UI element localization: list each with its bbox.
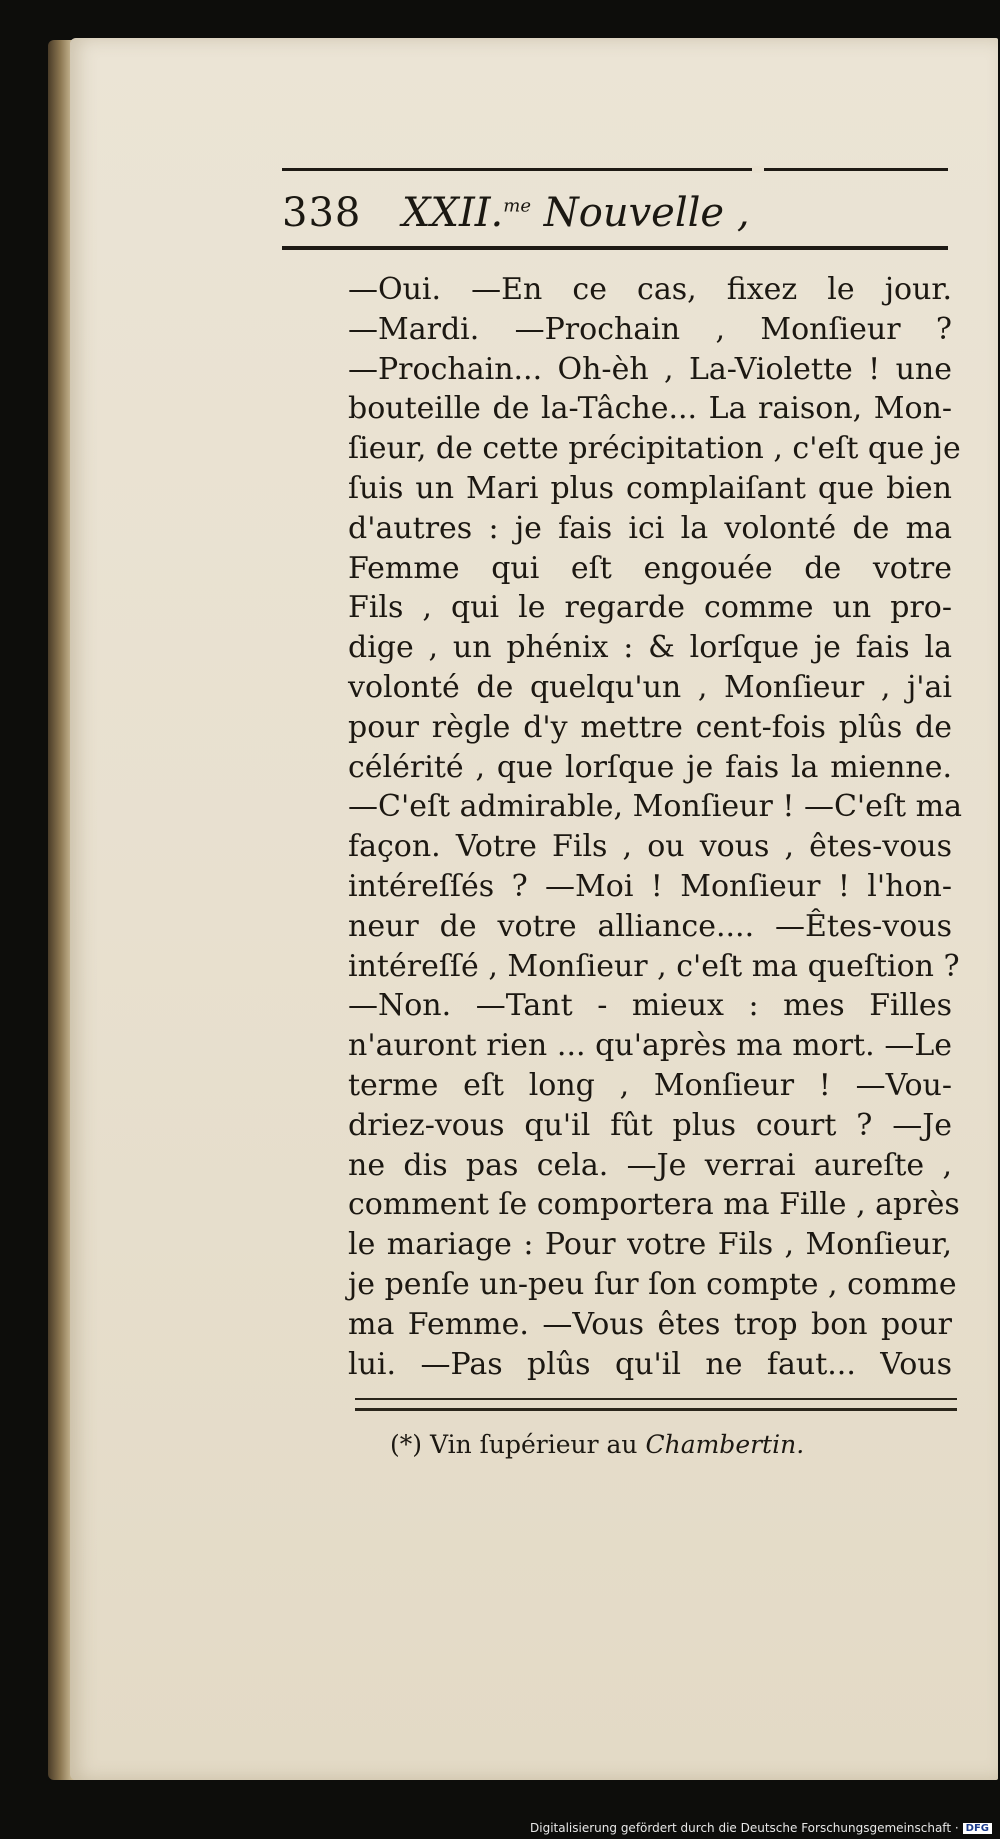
text-line: —Mardi. —Prochain , Monſieur ? [348,311,952,347]
text-line: intéreſſés ? —Moi ! Monſieur ! l'hon- [348,868,952,904]
text-line: je penſe un-peu ſur ſon compte , comme [348,1266,957,1302]
text-line: —C'eſt admirable, Monſieur ! —C'eſt ma [348,789,962,825]
text-line: bouteille de la-Tâche... La raison, Mon- [348,391,952,427]
top-rule [282,168,948,171]
footer-rule-thin [355,1398,957,1400]
text-line: terme eſt long , Monſieur ! —Vou- [348,1067,952,1103]
text-line: célérité , que lorſque je fais la mienne. [348,749,952,785]
text-line: ma Femme. —Vous êtes trop bon pour [348,1306,952,1342]
running-title [402,190,750,236]
running-title-word: Nouvelle , [543,190,750,236]
text-line: lui. —Pas plûs qu'il ne faut... Vous [348,1346,952,1382]
header-rule [282,246,948,250]
digitization-credit [530,1821,992,1835]
text-line: d'autres : je fais ici la volonté de ma [348,510,952,546]
text-line: comment ſe comportera ma Fille , après [348,1187,960,1223]
footnote-marker: (*) [390,1430,423,1459]
top-rule-gap [752,166,764,173]
text-line: —Oui. —En ce cas, fixez le jour. [348,272,952,307]
text-line: intéreſſé , Monſieur , c'eſt ma queſtion ? [348,948,960,984]
footnote-italic-text: Chambertin. [645,1430,805,1459]
text-line: driez-vous qu'il fût plus court ? —Je [348,1107,952,1143]
text-line: n'auront rien ... qu'après ma mort. —Le [348,1028,952,1064]
text-line: volonté de quelqu'un , Monſieur , j'ai [348,669,952,705]
footer-rule-thick [355,1408,957,1411]
footnote [390,1430,804,1459]
dfg-logo: DFG [963,1823,992,1834]
page-number: 338 [282,190,362,236]
text-line: façon. Votre Fils , ou vous , êtes-vous [348,829,952,865]
body-text [348,270,962,1384]
text-line: pour règle d'y mettre cent-fois plûs de [348,709,952,745]
text-line: —Non. —Tant - mieux : mes Filles [348,988,952,1024]
text-line: —Prochain... Oh-èh , La-Violette ! une [348,351,952,387]
text-line: le mariage : Pour votre Fils , Monſieur, [348,1227,952,1263]
text-line: ne dis pas cela. —Je verrai aureſte , [348,1147,952,1183]
text-line: Fils , qui le regarde comme un pro- [348,590,952,626]
text-line: dige , un phénix : & lorſque je fais la [348,630,952,666]
page-header [282,188,948,244]
running-title-superscript: me [503,195,532,217]
text-line: ſieur, de cette précipitation , c'eſt que je [348,431,961,467]
running-title-numeral: XXII. [402,190,504,236]
text-line: ſuis un Mari plus complaiſant que bien [348,470,952,506]
text-line: neur de votre alliance.... —Êtes-vous [348,908,952,944]
text-line: Femme qui eſt engouée de votre [348,550,952,586]
footnote-text: Vin ſupérieur au [422,1430,646,1459]
credit-text: Digitalisierung gefördert durch die Deutsche Forschungsgemeinschaft · [530,1821,959,1835]
